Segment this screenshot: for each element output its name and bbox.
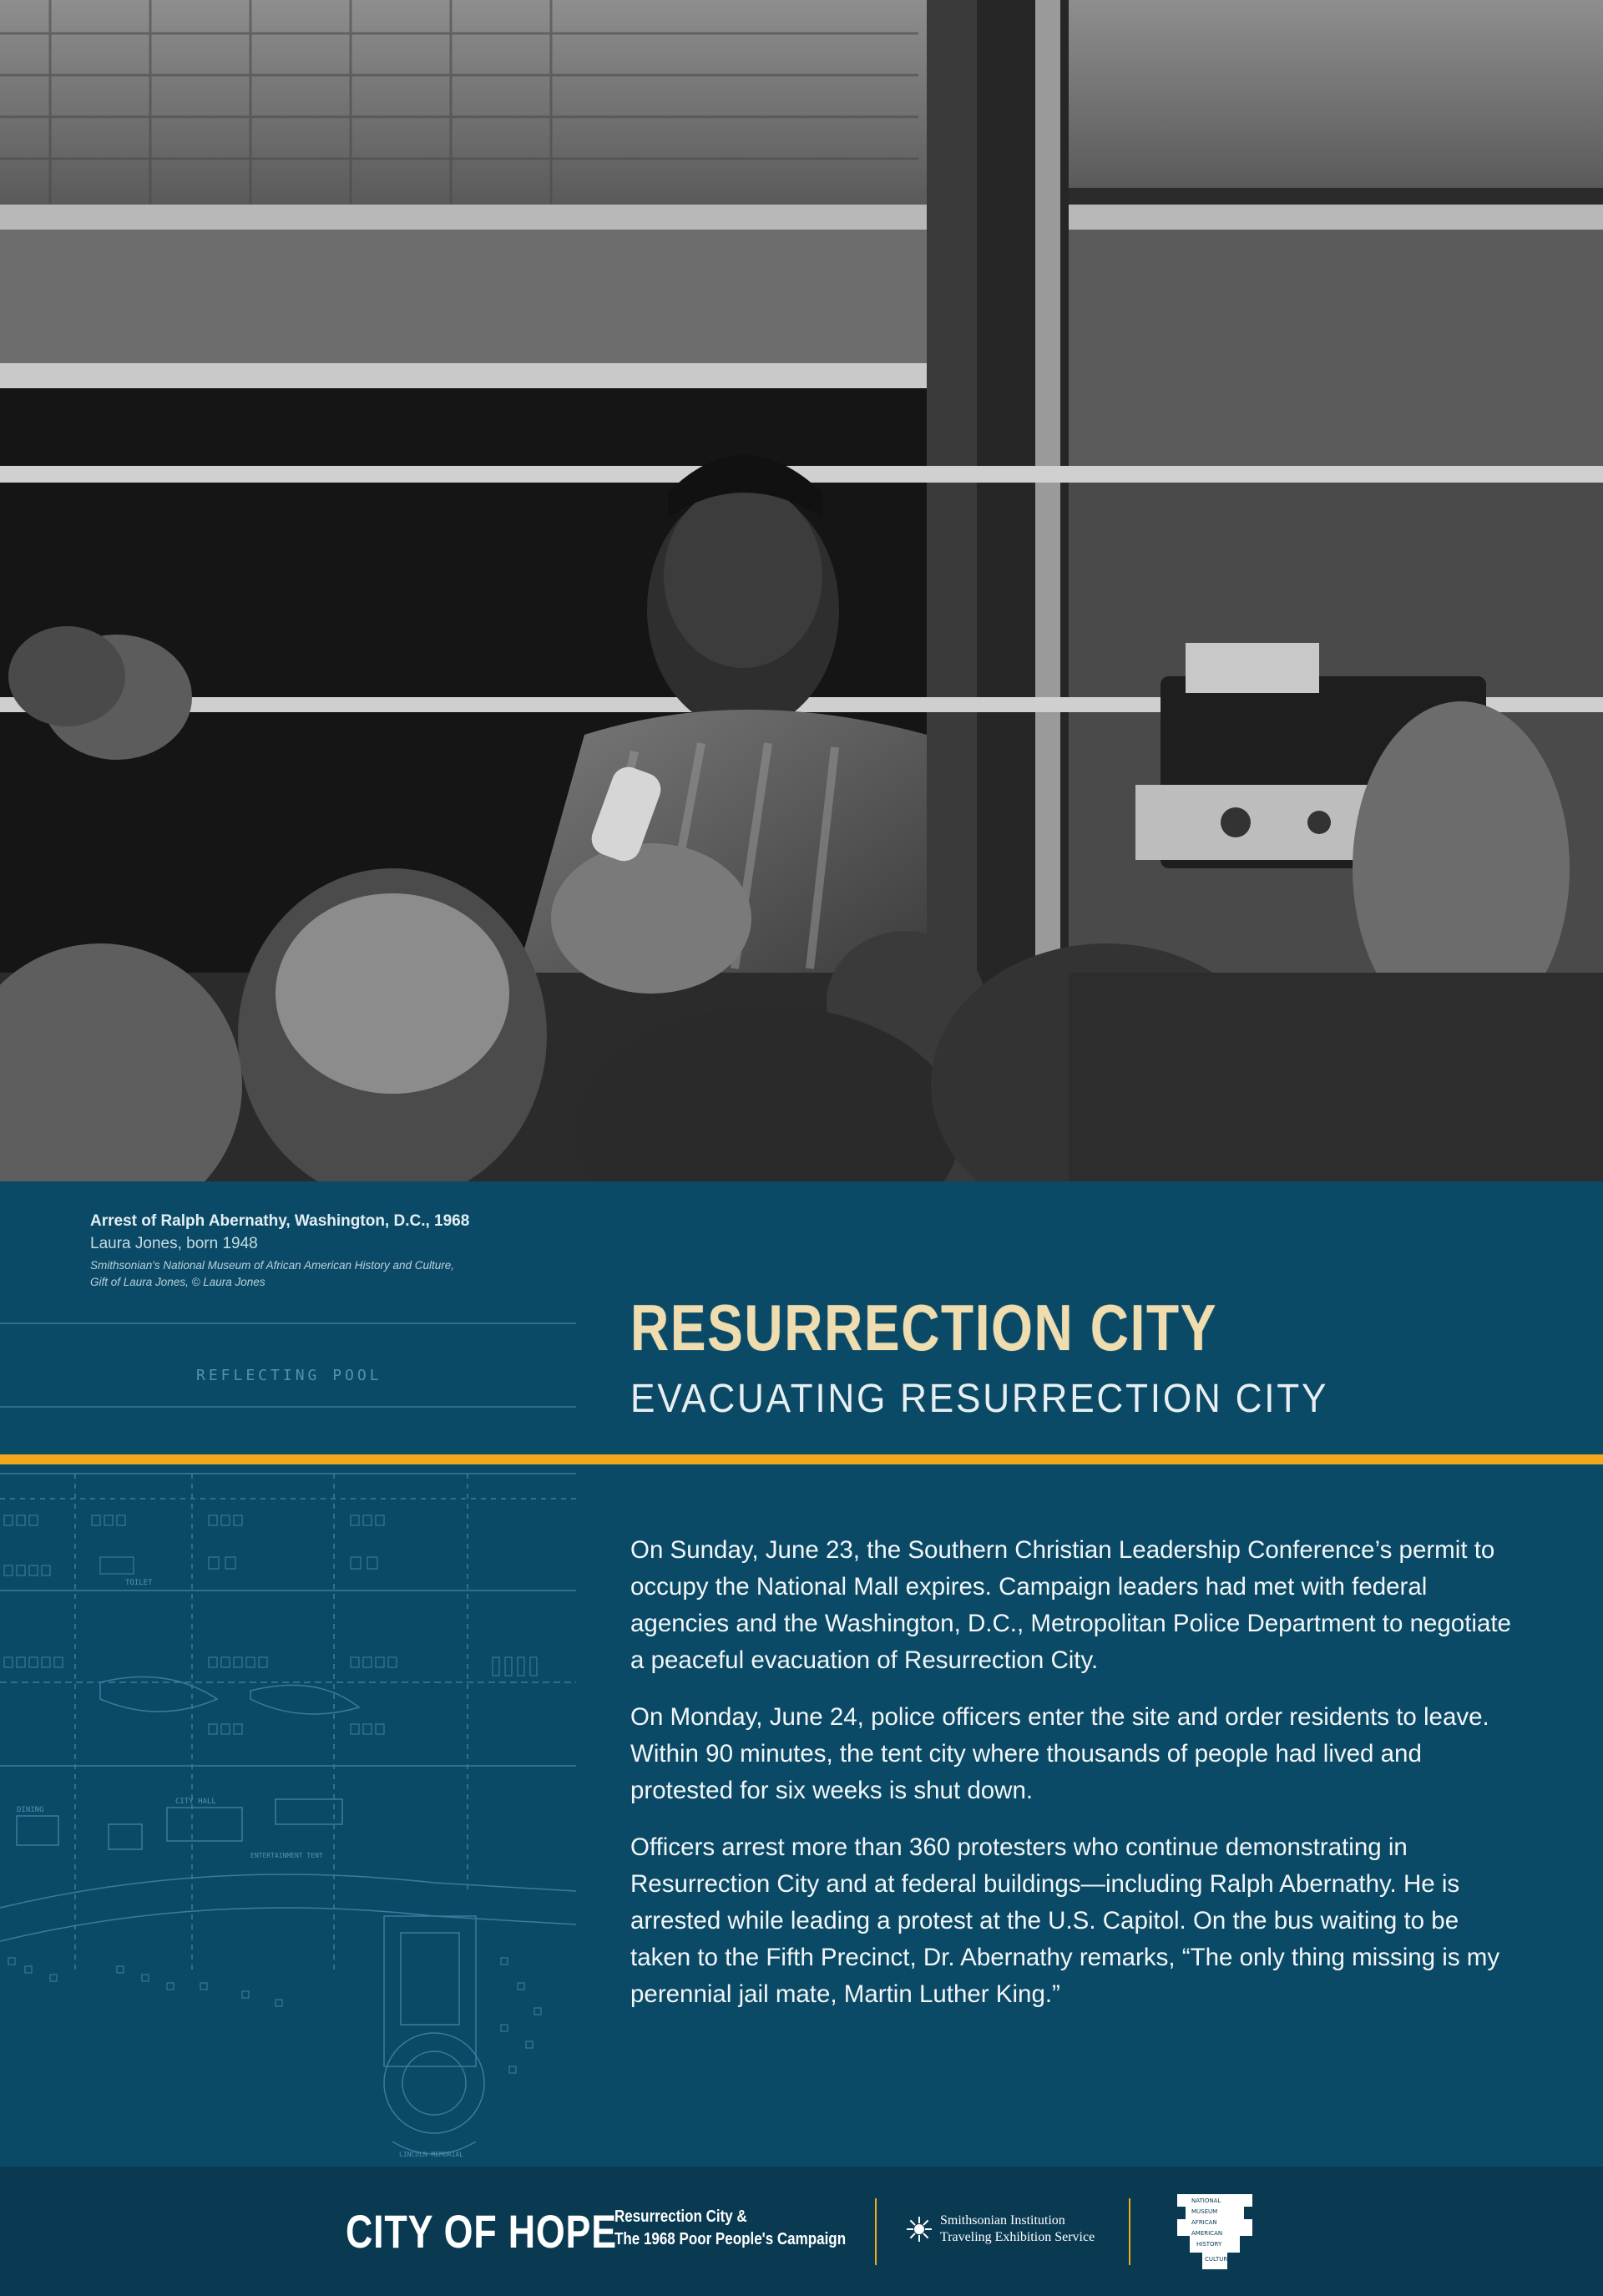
- nmaahc-line-1: NATIONAL: [1191, 2197, 1221, 2204]
- blueprint-label-city-hall: CITY HALL: [175, 1798, 216, 1806]
- footer-divider-2: [1129, 2198, 1130, 2265]
- city-of-hope-logo: CITY OF HOPE: [346, 2205, 617, 2258]
- nmaahc-logo: [1173, 2190, 1257, 2273]
- nmaahc-line-6: CULTURE: [1205, 2256, 1231, 2263]
- smithsonian-sunburst-icon: [907, 2217, 932, 2242]
- tagline-line-1: Resurrection City &: [614, 2207, 747, 2226]
- body-paragraph-2: On Monday, June 24, police officers enter the site and order residents to leave. Within 90 minutes, the tent city where thousands of people had lived and protested for six weeks is shut down.: [630, 1703, 1489, 1804]
- caption-credit-2: Gift of Laura Jones, © Laura Jones: [90, 1276, 265, 1288]
- body-text: [630, 1532, 1515, 2033]
- footer-divider-1: [875, 2198, 877, 2265]
- photo-caption: [90, 1211, 558, 1291]
- caption-artist: Laura Jones, born 1948: [90, 1235, 258, 1252]
- nmaahc-line-3: AFRICAN: [1191, 2219, 1217, 2226]
- blueprint-label-memorial: LINCOLN MEMORIAL: [399, 2151, 464, 2158]
- exhibit-tagline: [614, 2206, 887, 2251]
- blueprint-label-pool: REFLECTING POOL: [196, 1367, 382, 1384]
- si-line-2: Traveling Exhibition Service: [940, 2230, 1095, 2244]
- blueprint-label-entertainment: ENTERTAINMENT TENT: [250, 1852, 323, 1859]
- blueprint-label-toilet: TOILET: [125, 1579, 153, 1587]
- body-paragraph-1: On Sunday, June 23, the Southern Christian Leadership Conference’s permit to occupy the National Mall expires. Campaign leaders had met with federal agencies and the Washington, D.C., Metropolitan Police Department to negotiate a peaceful evacuation of Resurrection City.: [630, 1536, 1511, 1674]
- nmaahc-line-2: MUSEUM: [1191, 2208, 1218, 2215]
- site-blueprint-map: [0, 1307, 584, 2167]
- tagline-line-2: The 1968 Poor People's Campaign: [614, 2230, 847, 2248]
- nmaahc-line-5: HISTORY: [1196, 2241, 1222, 2248]
- caption-title: Arrest of Ralph Abernathy, Washington, D.C., 1968: [90, 1212, 470, 1230]
- si-line-1: Smithsonian Institution: [940, 2213, 1065, 2228]
- blueprint-label-dining: DINING: [17, 1806, 44, 1814]
- caption-credit-1: Smithsonian's National Museum of African American History and Culture,: [90, 1259, 455, 1272]
- body-paragraph-3: Officers arrest more than 360 protesters who continue demonstrating in Resurrection City and at federal buildings—including Ralph Abernathy. He is arrested while leading a protest at the U.S. Capitol. On the bus waiting to be taken to the Fifth Precinct, Dr. Abernathy remarks, “The only thing missing is my perennial jail mate, Martin Luther King.”: [630, 1833, 1500, 2008]
- exhibit-title: RESURRECTION CITY: [630, 1291, 1218, 1364]
- smithsonian-sites-logo: [907, 2213, 1095, 2246]
- nmaahc-line-4: AMERICAN: [1191, 2230, 1223, 2237]
- exhibit-subtitle: EVACUATING RESURRECTION CITY: [630, 1377, 1329, 1421]
- gold-divider: [0, 1454, 1603, 1464]
